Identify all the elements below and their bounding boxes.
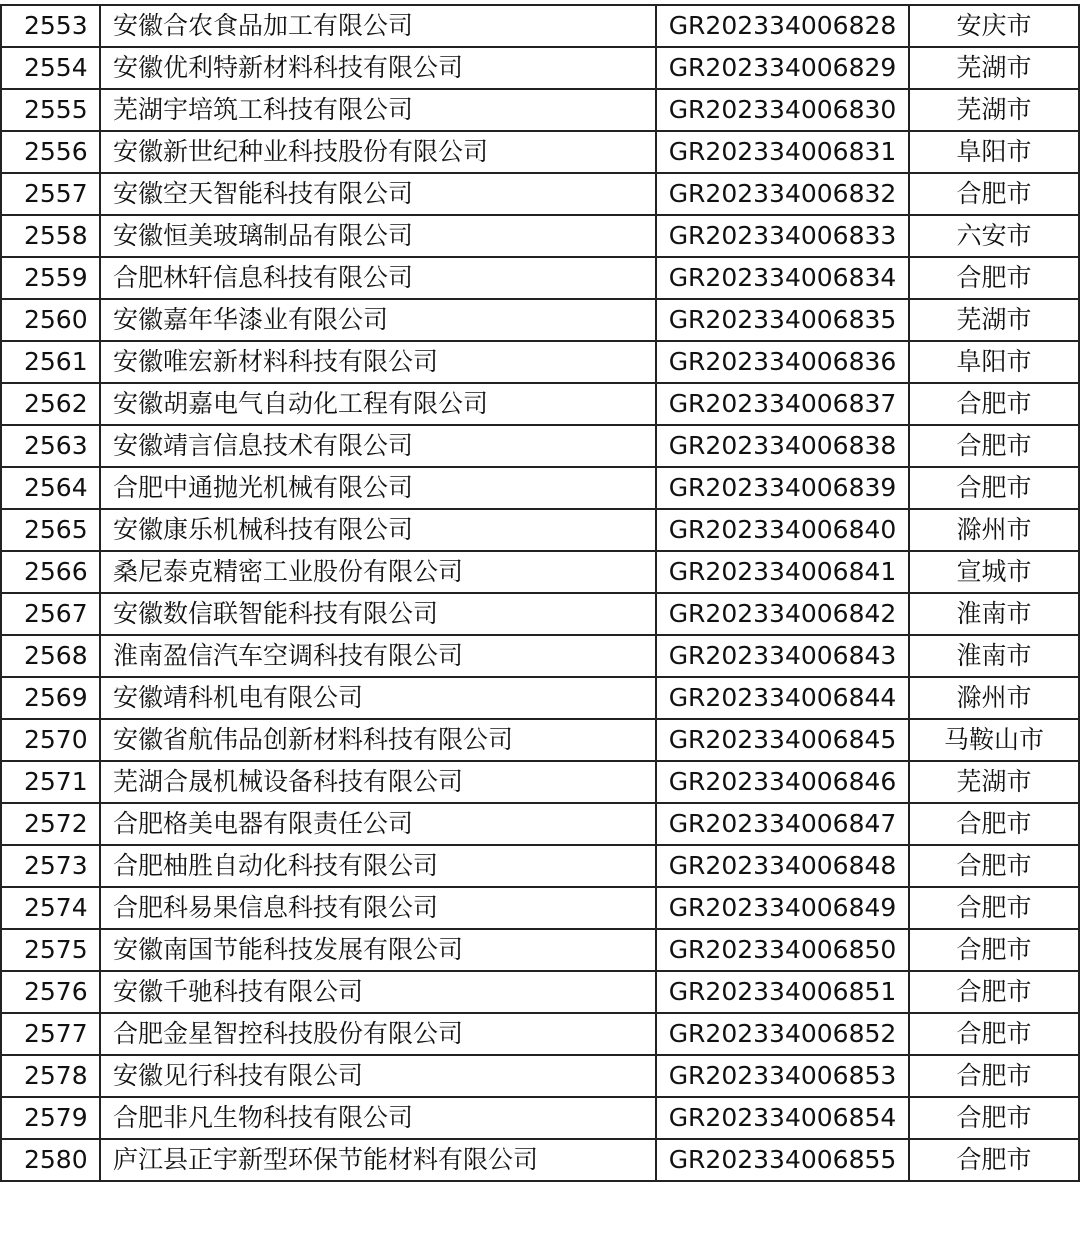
table-row bbox=[1, 593, 1079, 635]
city-cell: 合肥市 bbox=[909, 1055, 1079, 1097]
certificate-number-cell: GR202334006849 bbox=[656, 887, 909, 929]
row-number-cell: 2571 bbox=[1, 761, 100, 803]
table-row bbox=[1, 173, 1079, 215]
certificate-number-cell: GR202334006842 bbox=[656, 593, 909, 635]
city-cell: 合肥市 bbox=[909, 383, 1079, 425]
company-name-cell: 安徽南国节能科技发展有限公司 bbox=[100, 929, 656, 971]
table-row bbox=[1, 1013, 1079, 1055]
row-number-cell: 2579 bbox=[1, 1097, 100, 1139]
table-row bbox=[1, 89, 1079, 131]
table-row bbox=[1, 845, 1079, 887]
company-name-cell: 安徽省航伟品创新材料科技有限公司 bbox=[100, 719, 656, 761]
company-name-cell: 安徽数信联智能科技有限公司 bbox=[100, 593, 656, 635]
company-name-cell: 安徽新世纪种业科技股份有限公司 bbox=[100, 131, 656, 173]
city-cell: 六安市 bbox=[909, 215, 1079, 257]
table-row bbox=[1, 551, 1079, 593]
row-number-cell: 2565 bbox=[1, 509, 100, 551]
certificate-number-cell: GR202334006829 bbox=[656, 47, 909, 89]
company-name-cell: 安徽康乐机械科技有限公司 bbox=[100, 509, 656, 551]
row-number-cell: 2567 bbox=[1, 593, 100, 635]
certificate-number-cell: GR202334006839 bbox=[656, 467, 909, 509]
row-number-cell: 2577 bbox=[1, 1013, 100, 1055]
company-name-cell: 安徽优利特新材料科技有限公司 bbox=[100, 47, 656, 89]
certificate-number-cell: GR202334006833 bbox=[656, 215, 909, 257]
table-row bbox=[1, 131, 1079, 173]
company-name-cell: 安徽胡嘉电气自动化工程有限公司 bbox=[100, 383, 656, 425]
row-number-cell: 2570 bbox=[1, 719, 100, 761]
row-number-cell: 2576 bbox=[1, 971, 100, 1013]
table-row bbox=[1, 929, 1079, 971]
company-name-cell: 庐江县正宇新型环保节能材料有限公司 bbox=[100, 1139, 656, 1181]
company-name-cell: 淮南盈信汽车空调科技有限公司 bbox=[100, 635, 656, 677]
city-cell: 安庆市 bbox=[909, 5, 1079, 47]
certificate-number-cell: GR202334006843 bbox=[656, 635, 909, 677]
row-number-cell: 2578 bbox=[1, 1055, 100, 1097]
city-cell: 合肥市 bbox=[909, 173, 1079, 215]
certificate-number-cell: GR202334006832 bbox=[656, 173, 909, 215]
city-cell: 阜阳市 bbox=[909, 131, 1079, 173]
company-name-cell: 安徽空天智能科技有限公司 bbox=[100, 173, 656, 215]
city-cell: 芜湖市 bbox=[909, 89, 1079, 131]
city-cell: 阜阳市 bbox=[909, 341, 1079, 383]
row-number-cell: 2558 bbox=[1, 215, 100, 257]
company-name-cell: 芜湖宇培筑工科技有限公司 bbox=[100, 89, 656, 131]
city-cell: 合肥市 bbox=[909, 467, 1079, 509]
city-cell: 芜湖市 bbox=[909, 761, 1079, 803]
company-name-cell: 合肥金星智控科技股份有限公司 bbox=[100, 1013, 656, 1055]
city-cell: 合肥市 bbox=[909, 257, 1079, 299]
certificate-number-cell: GR202334006834 bbox=[656, 257, 909, 299]
table-row bbox=[1, 5, 1079, 47]
row-number-cell: 2572 bbox=[1, 803, 100, 845]
certificate-number-cell: GR202334006845 bbox=[656, 719, 909, 761]
certificate-number-cell: GR202334006831 bbox=[656, 131, 909, 173]
row-number-cell: 2564 bbox=[1, 467, 100, 509]
table-row bbox=[1, 887, 1079, 929]
table-row bbox=[1, 1055, 1079, 1097]
company-name-cell: 安徽靖言信息技术有限公司 bbox=[100, 425, 656, 467]
city-cell: 合肥市 bbox=[909, 929, 1079, 971]
company-name-cell: 合肥中通抛光机械有限公司 bbox=[100, 467, 656, 509]
row-number-cell: 2575 bbox=[1, 929, 100, 971]
city-cell: 合肥市 bbox=[909, 971, 1079, 1013]
city-cell: 滁州市 bbox=[909, 509, 1079, 551]
row-number-cell: 2569 bbox=[1, 677, 100, 719]
certificate-number-cell: GR202334006830 bbox=[656, 89, 909, 131]
company-name-cell: 安徽唯宏新材料科技有限公司 bbox=[100, 341, 656, 383]
row-number-cell: 2562 bbox=[1, 383, 100, 425]
row-number-cell: 2556 bbox=[1, 131, 100, 173]
row-number-cell: 2563 bbox=[1, 425, 100, 467]
table-row bbox=[1, 299, 1079, 341]
certificate-number-cell: GR202334006853 bbox=[656, 1055, 909, 1097]
city-cell: 滁州市 bbox=[909, 677, 1079, 719]
certificate-number-cell: GR202334006841 bbox=[656, 551, 909, 593]
company-name-cell: 安徽合农食品加工有限公司 bbox=[100, 5, 656, 47]
certificate-number-cell: GR202334006855 bbox=[656, 1139, 909, 1181]
table-row bbox=[1, 425, 1079, 467]
company-name-cell: 安徽靖科机电有限公司 bbox=[100, 677, 656, 719]
company-name-cell: 合肥非凡生物科技有限公司 bbox=[100, 1097, 656, 1139]
certificate-number-cell: GR202334006847 bbox=[656, 803, 909, 845]
city-cell: 合肥市 bbox=[909, 425, 1079, 467]
city-cell: 芜湖市 bbox=[909, 299, 1079, 341]
row-number-cell: 2566 bbox=[1, 551, 100, 593]
table-row bbox=[1, 803, 1079, 845]
certificate-number-cell: GR202334006846 bbox=[656, 761, 909, 803]
table-row bbox=[1, 509, 1079, 551]
row-number-cell: 2573 bbox=[1, 845, 100, 887]
table-row bbox=[1, 383, 1079, 425]
city-cell: 合肥市 bbox=[909, 1139, 1079, 1181]
table-row bbox=[1, 257, 1079, 299]
city-cell: 芜湖市 bbox=[909, 47, 1079, 89]
table-row bbox=[1, 341, 1079, 383]
table-row bbox=[1, 1097, 1079, 1139]
certificate-number-cell: GR202334006828 bbox=[656, 5, 909, 47]
table-body bbox=[1, 5, 1079, 1181]
city-cell: 合肥市 bbox=[909, 845, 1079, 887]
table-row bbox=[1, 677, 1079, 719]
row-number-cell: 2580 bbox=[1, 1139, 100, 1181]
company-name-cell: 合肥科易果信息科技有限公司 bbox=[100, 887, 656, 929]
city-cell: 马鞍山市 bbox=[909, 719, 1079, 761]
city-cell: 合肥市 bbox=[909, 1097, 1079, 1139]
table-row bbox=[1, 761, 1079, 803]
certificate-number-cell: GR202334006836 bbox=[656, 341, 909, 383]
certificate-number-cell: GR202334006844 bbox=[656, 677, 909, 719]
row-number-cell: 2555 bbox=[1, 89, 100, 131]
certificate-number-cell: GR202334006837 bbox=[656, 383, 909, 425]
company-name-cell: 安徽嘉年华漆业有限公司 bbox=[100, 299, 656, 341]
row-number-cell: 2574 bbox=[1, 887, 100, 929]
table-row bbox=[1, 47, 1079, 89]
certificate-number-cell: GR202334006851 bbox=[656, 971, 909, 1013]
city-cell: 合肥市 bbox=[909, 887, 1079, 929]
table-row bbox=[1, 635, 1079, 677]
certificate-number-cell: GR202334006852 bbox=[656, 1013, 909, 1055]
certificate-number-cell: GR202334006850 bbox=[656, 929, 909, 971]
city-cell: 淮南市 bbox=[909, 635, 1079, 677]
table-row bbox=[1, 719, 1079, 761]
table-row bbox=[1, 467, 1079, 509]
table-row bbox=[1, 1139, 1079, 1181]
company-name-cell: 合肥柚胜自动化科技有限公司 bbox=[100, 845, 656, 887]
company-name-cell: 芜湖合晟机械设备科技有限公司 bbox=[100, 761, 656, 803]
city-cell: 宣城市 bbox=[909, 551, 1079, 593]
city-cell: 合肥市 bbox=[909, 1013, 1079, 1055]
company-name-cell: 桑尼泰克精密工业股份有限公司 bbox=[100, 551, 656, 593]
row-number-cell: 2553 bbox=[1, 5, 100, 47]
table-row bbox=[1, 215, 1079, 257]
company-name-cell: 合肥格美电器有限责任公司 bbox=[100, 803, 656, 845]
row-number-cell: 2557 bbox=[1, 173, 100, 215]
row-number-cell: 2568 bbox=[1, 635, 100, 677]
row-number-cell: 2554 bbox=[1, 47, 100, 89]
company-name-cell: 合肥林轩信息科技有限公司 bbox=[100, 257, 656, 299]
certificate-number-cell: GR202334006848 bbox=[656, 845, 909, 887]
certificate-number-cell: GR202334006840 bbox=[656, 509, 909, 551]
certificate-number-cell: GR202334006838 bbox=[656, 425, 909, 467]
row-number-cell: 2561 bbox=[1, 341, 100, 383]
company-name-cell: 安徽恒美玻璃制品有限公司 bbox=[100, 215, 656, 257]
company-name-cell: 安徽见行科技有限公司 bbox=[100, 1055, 656, 1097]
company-table bbox=[0, 4, 1080, 1182]
row-number-cell: 2559 bbox=[1, 257, 100, 299]
row-number-cell: 2560 bbox=[1, 299, 100, 341]
table-row bbox=[1, 971, 1079, 1013]
city-cell: 合肥市 bbox=[909, 803, 1079, 845]
company-name-cell: 安徽千驰科技有限公司 bbox=[100, 971, 656, 1013]
certificate-number-cell: GR202334006835 bbox=[656, 299, 909, 341]
certificate-number-cell: GR202334006854 bbox=[656, 1097, 909, 1139]
city-cell: 淮南市 bbox=[909, 593, 1079, 635]
